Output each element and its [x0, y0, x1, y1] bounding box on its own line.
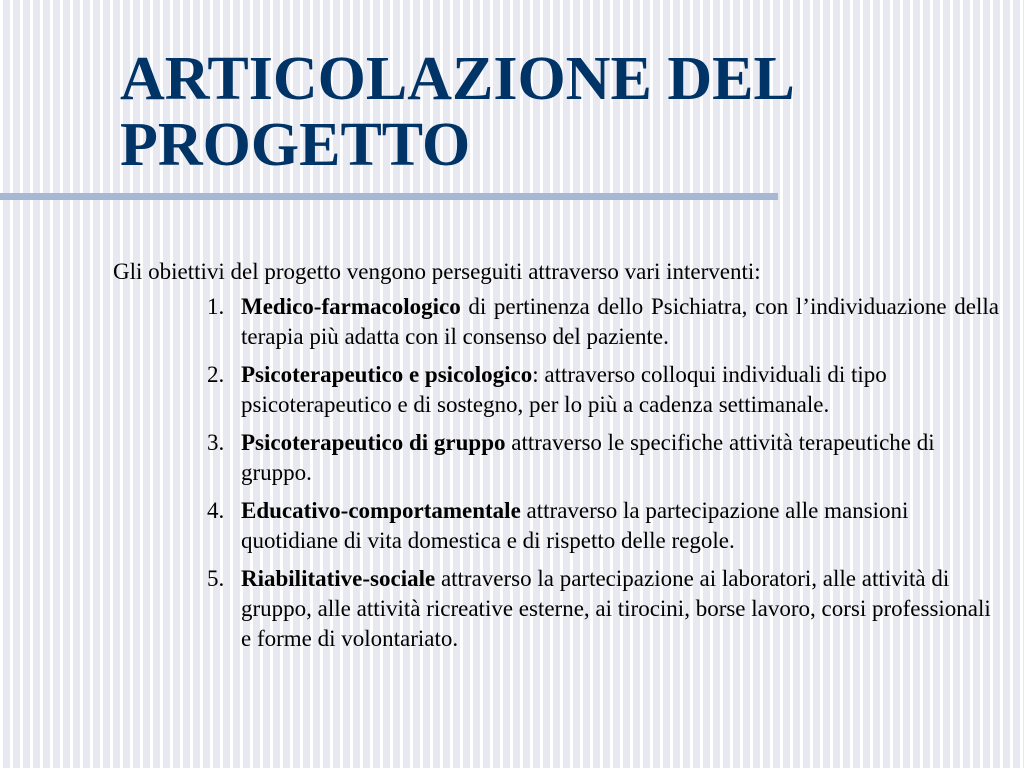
list-item-heading: Psicoterapeutico e psicologico	[241, 362, 533, 387]
list-item-number: 1.	[207, 294, 225, 319]
list-item-1	[207, 292, 999, 352]
list-item-text: attraverso la partecipazione ai laboratori, alle attività di gruppo, alle attività ricreative esterne, ai tirocini, borse lavoro, corsi professionali e forme di volontariato.	[241, 566, 991, 651]
list-item-number: 3.	[207, 430, 225, 455]
slide-title-line-2: PROGETTO	[120, 111, 471, 179]
list-item-heading: Medico-farmacologico	[241, 294, 461, 319]
list-item-heading: Educativo-comportamentale	[241, 498, 521, 523]
list-item-heading: Riabilitative-sociale	[241, 566, 436, 591]
list-item-5	[207, 564, 999, 654]
list-item-number: 5.	[207, 566, 225, 591]
title-underline-rule	[0, 193, 778, 200]
list-item-text: attraverso la partecipazione alle mansioni quotidiane di vita domestica e di rispetto delle regole.	[241, 498, 909, 553]
list-item-number: 4.	[207, 498, 225, 523]
list-item-2	[207, 360, 999, 420]
list-item-number: 2.	[207, 362, 225, 387]
list-item-3	[207, 428, 999, 488]
intro-text: Gli obiettivi del progetto vengono perseguiti attraverso vari interventi:	[113, 259, 761, 284]
slide-title-line-1: ARTICOLAZIONE DEL	[120, 45, 795, 113]
list-item-heading: Psicoterapeutico di gruppo	[241, 430, 506, 455]
interventions-list	[207, 292, 999, 662]
list-item-text: di pertinenza dello Psichiatra, con l’individuazione della terapia più adatta con il consenso del paziente.	[241, 294, 999, 349]
list-item-4	[207, 496, 999, 556]
list-item-text: : attraverso colloqui individuali di tipo psicoterapeutico e di sostegno, per lo più a cadenza settimanale.	[241, 362, 887, 417]
slide-title	[120, 46, 880, 178]
list-item-text: attraverso le specifiche attività terapeutiche di gruppo.	[241, 430, 935, 485]
